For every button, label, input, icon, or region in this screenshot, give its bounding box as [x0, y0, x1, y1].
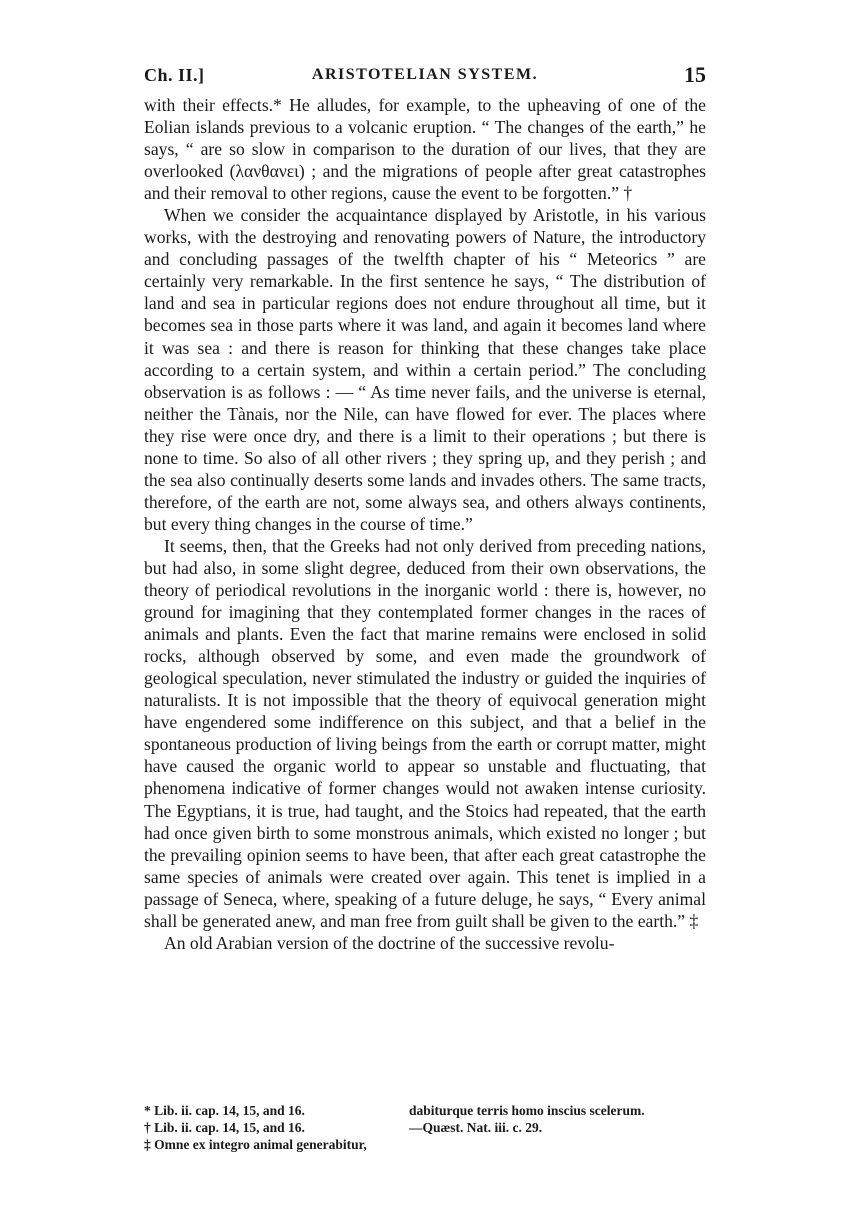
footnotes-left-column — [144, 1102, 409, 1153]
footnotes-right-column — [409, 1102, 706, 1153]
footnote: ‡ Omne ex integro animal generabitur, — [144, 1137, 367, 1152]
footnote: † Lib. ii. cap. 14, 15, and 16. — [144, 1120, 305, 1135]
footnote: * Lib. ii. cap. 14, 15, and 16. — [144, 1103, 305, 1118]
page-number: 15 — [684, 62, 706, 87]
paragraph: It seems, then, that the Greeks had not only derived from preceding nations, but had also, in some slight degree, deduced from their own observations, the theory of periodical revolutions in the inorganic world : there is, however, no ground for imagining that they contemplated former changes in the races of animals and plants. Even the fact that marine remains were enclosed in solid rocks, although observed by some, and even made the groundwork of geological speculation, never stimulated the industry or guided the inquiries of naturalists. It is not impossible that the theory of equivocal generation might have engendered some indifference on this subject, and that a belief in the spontaneous production of living beings from the earth or corrupt matter, might have caused the organic world to appear so unstable and fluctuating, that phenomena indicative of former changes would not awaken intense curiosity. The Egyptians, it is true, had taught, and the Stoics had repeated, that the earth had once given birth to some monstrous animals, which existed no longer ; but the prevailing opinion seems to have been, that after each great catastrophe the same species of animals were created over again. This tenet is implied in a passage of Seneca, where, speaking of a future deluge, he says, “ Every animal shall be generated anew, and man free from guilt shall be given to the earth.” ‡ — [144, 535, 706, 931]
body-text — [144, 94, 706, 954]
page — [144, 60, 706, 954]
footnote-continuation: dabiturque terris homo inscius scelerum. — [409, 1103, 645, 1118]
paragraph: with their effects.* He alludes, for example, to the upheaving of one of the Eolian islands previous to a volcanic eruption. “ The changes of the earth,” he says, “ are so slow in comparison to the duration of our lives, that they are overlooked (λανθανει) ; and the migrations of people after great catastrophes and their removal to other regions, cause the event to be forgotten.” † — [144, 95, 706, 204]
paragraph: An old Arabian version of the doctrine of the successive revolu- — [164, 932, 615, 953]
paragraph: When we consider the acquaintance displayed by Aristotle, in his various works, with the destroying and renovating powers of Nature, the introductory and concluding passages of the twelfth chapter of his “ Meteorics ” are certainly very remarkable. In the first sentence he says, “ The distribution of land and sea in particular regions does not endure throughout all time, but it becomes sea in those parts where it was land, and again it becomes land where it was sea : and there is reason for thinking that these changes take place according to a certain system, and within a certain period.” The concluding observation is as follows : — “ As time never fails, and the universe is eternal, neither the Tànais, nor the Nile, can have flowed for ever. The places where they rise were once dry, and there is a limit to their operations ; but there is none to time. So also of all other rivers ; they spring up, and they perish ; and the sea also continually deserts some lands and invades others. The same tracts, therefore, of the earth are not, some always sea, and others always continents, but every thing changes in the course of time.” — [144, 205, 706, 534]
chapter-marker: Ch. II.] — [144, 65, 205, 85]
footnotes — [144, 1102, 706, 1153]
running-title: ARISTOTELIAN SYSTEM. — [311, 66, 539, 83]
running-head — [144, 60, 706, 90]
footnote-citation: —Quæst. Nat. iii. c. 29. — [409, 1120, 543, 1135]
